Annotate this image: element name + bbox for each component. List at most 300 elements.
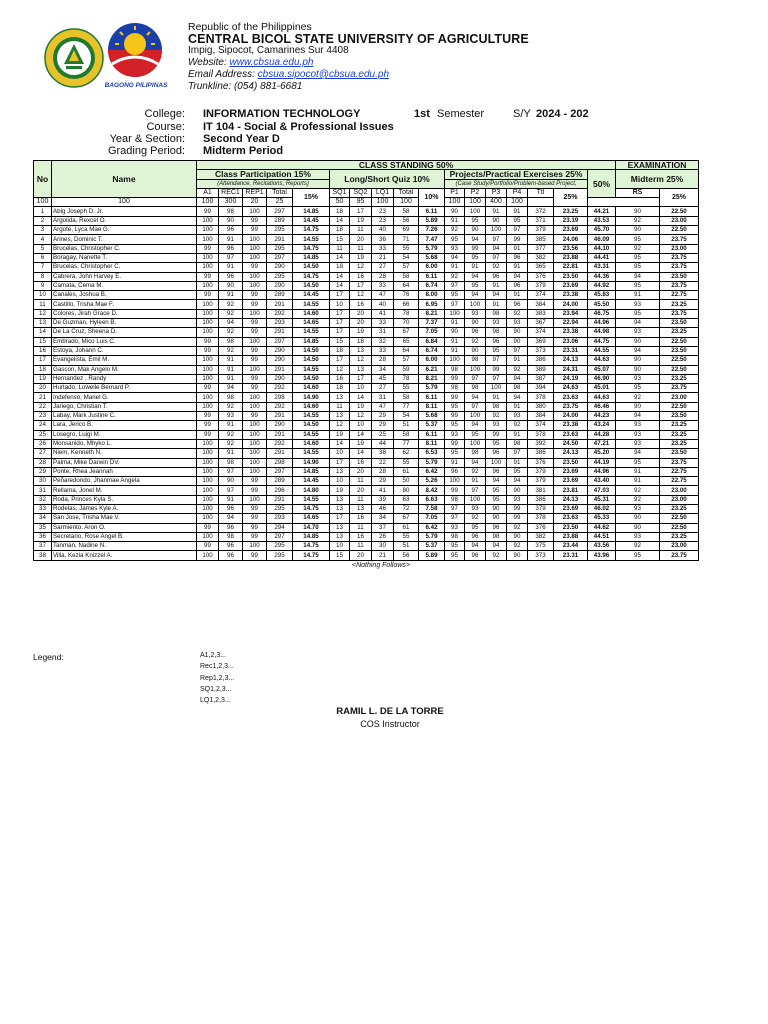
score-cell: 376	[528, 272, 554, 281]
score-cell: 5.79	[419, 244, 445, 253]
student-name: De Guzman, Hyleen B.	[52, 319, 197, 328]
score-cell: 93	[616, 439, 660, 448]
score-cell: 90	[616, 523, 660, 532]
score-cell: 32	[372, 337, 394, 346]
section-value: Second Year D	[203, 133, 280, 145]
score-cell: 6.74	[419, 281, 445, 290]
score-cell: 98	[219, 207, 243, 216]
score-cell: 93	[616, 532, 660, 541]
table-row	[34, 356, 699, 365]
score-cell: 97	[507, 449, 528, 458]
score-cell: 23.19	[554, 216, 588, 225]
student-number: 23	[34, 412, 52, 421]
score-cell: 96	[465, 532, 486, 541]
score-cell: 293	[267, 319, 293, 328]
score-cell: 24.31	[554, 365, 588, 374]
score-cell: 100	[197, 393, 219, 402]
score-cell: 44.62	[588, 523, 616, 532]
score-cell: 91	[445, 216, 465, 225]
section-label: Year & Section:	[109, 133, 185, 145]
score-cell: 297	[267, 207, 293, 216]
score-cell: 44.98	[588, 328, 616, 337]
score-cell: 98	[219, 458, 243, 467]
score-cell: 96	[486, 523, 507, 532]
score-cell: 95	[616, 281, 660, 290]
cbsua-seal-logo	[44, 28, 104, 88]
score-cell: 98	[445, 532, 465, 541]
score-cell: 14	[330, 439, 350, 448]
score-cell: 92	[507, 365, 528, 374]
email-link[interactable]: cbsua.sipocot@cbsua.edu.ph	[257, 68, 390, 80]
student-number: 21	[34, 393, 52, 402]
score-cell: 56	[394, 216, 419, 225]
table-row	[34, 337, 699, 346]
score-cell: 99	[197, 412, 219, 421]
score-cell: 97	[219, 486, 243, 495]
table-row	[34, 244, 699, 253]
score-cell: 23.25	[660, 504, 699, 513]
student-name: Indefenso, Mariel G.	[52, 393, 197, 402]
score-cell: 11	[350, 495, 372, 504]
score-cell: 23.00	[660, 393, 699, 402]
student-number: 8	[34, 272, 52, 281]
score-cell: 44.75	[588, 337, 616, 346]
score-cell: 95	[445, 421, 465, 430]
score-cell: 100	[197, 226, 219, 235]
score-cell: 293	[267, 514, 293, 523]
score-cell: 383	[528, 309, 554, 318]
score-cell: 6.95	[419, 300, 445, 309]
score-cell: 24.50	[554, 439, 588, 448]
score-cell: 96	[219, 244, 243, 253]
score-cell: 30	[372, 542, 394, 551]
score-cell: 92	[219, 430, 243, 439]
score-cell: 38	[372, 449, 394, 458]
score-cell: 23.81	[554, 486, 588, 495]
score-cell: 5.68	[419, 253, 445, 262]
score-cell: 16	[350, 300, 372, 309]
score-cell: 93	[616, 430, 660, 439]
score-cell: 20	[350, 467, 372, 476]
student-name: San Jose, Trisha Mae V.	[52, 514, 197, 523]
score-cell: 97	[486, 374, 507, 383]
score-cell: 15	[330, 551, 350, 560]
score-cell: 24.13	[554, 495, 588, 504]
score-cell: 39	[372, 495, 394, 504]
score-cell: 92	[465, 337, 486, 346]
score-cell: 12	[330, 365, 350, 374]
score-cell: 100	[465, 365, 486, 374]
score-cell: 44.55	[588, 346, 616, 355]
score-cell: 96	[219, 523, 243, 532]
project-column-header: Ttl	[528, 188, 554, 197]
score-cell: 382	[528, 532, 554, 541]
score-cell: 379	[528, 226, 554, 235]
student-name: Embrado, Mico Luis C.	[52, 337, 197, 346]
score-cell: 96	[486, 272, 507, 281]
score-cell: 14.85	[293, 207, 330, 216]
score-cell: 95	[616, 551, 660, 560]
score-cell: 18	[330, 207, 350, 216]
score-cell: 23.25	[660, 439, 699, 448]
score-cell: 6.11	[419, 393, 445, 402]
student-name: Hernandez , Randy	[52, 374, 197, 383]
score-cell: 94	[465, 421, 486, 430]
score-cell: 98	[445, 495, 465, 504]
project-max-score: 100	[445, 198, 465, 207]
score-cell: 55	[394, 384, 419, 393]
score-cell: 95	[465, 430, 486, 439]
score-cell: 58	[394, 393, 419, 402]
score-cell: 47.21	[588, 439, 616, 448]
score-cell: 7.26	[419, 226, 445, 235]
score-cell: 23.25	[660, 374, 699, 383]
score-cell: 100	[197, 495, 219, 504]
score-cell: 291	[267, 430, 293, 439]
score-cell: 23.00	[660, 216, 699, 225]
quiz-column-header: SQ2	[350, 188, 372, 197]
score-cell: 45.70	[588, 226, 616, 235]
score-cell: 99	[243, 346, 267, 355]
score-cell: 100	[243, 402, 267, 411]
score-cell: 14.45	[293, 291, 330, 300]
cp-percent-header: 15%	[293, 188, 330, 207]
score-cell: 14.55	[293, 495, 330, 504]
score-cell: 12	[350, 291, 372, 300]
score-cell: 94	[486, 542, 507, 551]
score-cell: 100	[243, 495, 267, 504]
score-cell: 23.38	[554, 421, 588, 430]
score-cell: 100	[197, 458, 219, 467]
score-cell: 93	[465, 309, 486, 318]
score-cell: 371	[528, 216, 554, 225]
score-cell: 22.50	[660, 337, 699, 346]
score-cell: 99	[197, 272, 219, 281]
score-cell: 99	[243, 477, 267, 486]
score-cell: 99	[197, 430, 219, 439]
score-cell: 93	[616, 374, 660, 383]
student-name: Argote, Lyca Mae G.	[52, 226, 197, 235]
score-cell: 22	[372, 458, 394, 467]
score-cell: 14.75	[293, 504, 330, 513]
letterhead	[188, 22, 529, 92]
score-cell: 19	[330, 486, 350, 495]
score-cell: 291	[267, 449, 293, 458]
score-cell: 92	[219, 328, 243, 337]
score-cell: 23	[372, 207, 394, 216]
score-cell: 374	[528, 328, 554, 337]
student-name: Estoya, Johann C.	[52, 346, 197, 355]
score-cell: 14.70	[293, 523, 330, 532]
student-name: Argolida, Rexcel O.	[52, 216, 197, 225]
student-name: Labay, Mark Justine C.	[52, 412, 197, 421]
score-cell: 23.38	[554, 328, 588, 337]
score-cell: 14.85	[293, 337, 330, 346]
score-cell: 92	[486, 263, 507, 272]
score-cell: 295	[267, 551, 293, 560]
score-cell: 11	[350, 542, 372, 551]
score-cell: 14.75	[293, 542, 330, 551]
score-cell: 16	[330, 374, 350, 383]
score-cell: 14.75	[293, 551, 330, 560]
score-cell: 94	[219, 319, 243, 328]
score-cell: 94	[507, 477, 528, 486]
student-name: Canales, Joshua B.	[52, 291, 197, 300]
table-row	[34, 281, 699, 290]
score-cell: 96	[486, 449, 507, 458]
score-cell: 99	[243, 523, 267, 532]
score-cell: 76	[394, 291, 419, 300]
score-cell: 14.65	[293, 514, 330, 523]
score-cell: 386	[528, 495, 554, 504]
score-cell: 20	[350, 319, 372, 328]
score-cell: 45.83	[588, 291, 616, 300]
score-cell: 13	[330, 467, 350, 476]
score-cell: 96	[219, 226, 243, 235]
score-cell: 22.75	[660, 467, 699, 476]
score-cell: 290	[267, 421, 293, 430]
score-cell: 100	[197, 504, 219, 513]
score-cell: 99	[197, 291, 219, 300]
table-row	[34, 393, 699, 402]
score-cell: 91	[507, 291, 528, 300]
score-cell: 93	[219, 412, 243, 421]
score-cell: 71	[394, 235, 419, 244]
score-cell: 10	[330, 542, 350, 551]
score-cell: 91	[445, 346, 465, 355]
score-cell: 369	[528, 337, 554, 346]
score-cell: 94	[616, 346, 660, 355]
score-cell: 14.55	[293, 430, 330, 439]
score-cell: 100	[197, 439, 219, 448]
score-cell: 91	[445, 319, 465, 328]
table-row	[34, 439, 699, 448]
score-cell: 100	[197, 514, 219, 523]
website-link[interactable]: www.cbsua.edu.ph	[229, 57, 314, 69]
score-cell: 95	[465, 253, 486, 262]
score-cell: 94	[465, 272, 486, 281]
score-cell: 100	[243, 235, 267, 244]
score-cell: 43.40	[588, 477, 616, 486]
score-cell: 16	[350, 458, 372, 467]
rs-column-header: RS	[616, 188, 660, 197]
score-cell: 90	[507, 532, 528, 541]
score-cell: 14.45	[293, 216, 330, 225]
score-cell: 91	[219, 263, 243, 272]
score-cell: 67	[394, 328, 419, 337]
score-cell: 98	[445, 365, 465, 374]
score-cell: 91	[486, 300, 507, 309]
score-cell: 91	[616, 291, 660, 300]
table-row	[34, 551, 699, 560]
table-row	[34, 226, 699, 235]
score-cell: 91	[219, 235, 243, 244]
score-cell: 14.50	[293, 263, 330, 272]
table-row	[34, 467, 699, 476]
score-cell: 14.60	[293, 402, 330, 411]
score-cell: 90	[465, 226, 486, 235]
score-cell: 23.25	[660, 430, 699, 439]
score-cell: 289	[267, 291, 293, 300]
score-cell: 98	[486, 532, 507, 541]
score-cell: 98	[486, 309, 507, 318]
table-row	[34, 319, 699, 328]
student-number: 29	[34, 467, 52, 476]
score-cell: 23.75	[660, 384, 699, 393]
score-cell: 8.21	[419, 374, 445, 383]
score-cell: 99	[507, 235, 528, 244]
score-cell: 100	[243, 467, 267, 476]
score-cell: 98	[465, 449, 486, 458]
table-row	[34, 328, 699, 337]
score-cell: 95	[486, 495, 507, 504]
student-number: 35	[34, 523, 52, 532]
score-cell: 389	[528, 365, 554, 374]
score-cell: 31	[372, 328, 394, 337]
score-cell: 77	[394, 402, 419, 411]
score-cell: 20	[350, 551, 372, 560]
score-cell: 15	[330, 235, 350, 244]
score-cell: 96	[486, 337, 507, 346]
score-cell: 97	[507, 346, 528, 355]
score-cell: 99	[243, 356, 267, 365]
table-row	[34, 421, 699, 430]
score-cell: 23.75	[660, 309, 699, 318]
score-cell: 95	[507, 216, 528, 225]
score-cell: 392	[528, 439, 554, 448]
score-cell: 96	[507, 300, 528, 309]
score-cell: 14.60	[293, 439, 330, 448]
score-cell: 14.75	[293, 226, 330, 235]
project-column-header: P2	[465, 188, 486, 197]
score-cell: 55	[394, 532, 419, 541]
score-cell: 40	[372, 226, 394, 235]
score-cell: 34	[372, 514, 394, 523]
score-cell: 93	[486, 319, 507, 328]
score-cell: 8.11	[419, 402, 445, 411]
score-cell: 95	[616, 253, 660, 262]
score-cell: 93	[465, 504, 486, 513]
legend-list	[200, 650, 234, 706]
score-cell: 94	[465, 458, 486, 467]
score-cell: 98	[507, 439, 528, 448]
fifty-percent-header: 50%	[588, 170, 616, 198]
score-cell: 99	[243, 374, 267, 383]
score-cell: 93	[445, 244, 465, 253]
score-cell: 91	[219, 449, 243, 458]
score-cell: 90	[465, 346, 486, 355]
quiz-max-score: 95	[350, 198, 372, 207]
cp-max-score: 100	[34, 198, 52, 207]
score-cell: 47.03	[588, 486, 616, 495]
score-cell: 6.00	[419, 263, 445, 272]
score-cell: 22.50	[660, 402, 699, 411]
score-cell: 91	[445, 337, 465, 346]
score-cell: 90	[507, 486, 528, 495]
score-cell: 90	[507, 328, 528, 337]
score-cell: 23.50	[660, 412, 699, 421]
score-cell: 94	[616, 449, 660, 458]
score-cell: 91	[507, 356, 528, 365]
score-cell: 90	[219, 477, 243, 486]
score-cell: 93	[507, 495, 528, 504]
score-cell: 15	[330, 337, 350, 346]
score-cell: 90	[445, 207, 465, 216]
midterm-header: Midterm 25%	[616, 170, 699, 189]
score-cell: 91	[445, 458, 465, 467]
score-cell: 19	[350, 402, 372, 411]
score-cell: 99	[197, 523, 219, 532]
score-cell: 90	[616, 514, 660, 523]
score-cell: 291	[267, 328, 293, 337]
score-cell: 100	[197, 532, 219, 541]
score-cell: 100	[243, 458, 267, 467]
score-cell: 98	[219, 532, 243, 541]
score-cell: 98	[486, 328, 507, 337]
student-number: 7	[34, 263, 52, 272]
score-cell: 100	[197, 253, 219, 262]
student-number: 33	[34, 504, 52, 513]
quiz-column-header: Total	[394, 188, 419, 197]
score-cell: 386	[528, 356, 554, 365]
table-row	[34, 263, 699, 272]
score-cell: 6.21	[419, 365, 445, 374]
score-cell: 100	[243, 272, 267, 281]
score-cell: 23.50	[554, 458, 588, 467]
score-cell: 61	[394, 523, 419, 532]
score-cell: 372	[528, 207, 554, 216]
student-name: De La Cruz, Sheena D.	[52, 328, 197, 337]
table-row	[34, 430, 699, 439]
student-name: Monsanido, Mhyko L.	[52, 439, 197, 448]
table-row	[34, 346, 699, 355]
student-number: 13	[34, 319, 52, 328]
score-cell: 58	[394, 207, 419, 216]
score-cell: 23.25	[660, 532, 699, 541]
project-column-header: P4	[507, 188, 528, 197]
score-cell: 295	[267, 244, 293, 253]
score-cell: 14.80	[293, 486, 330, 495]
score-cell: 91	[507, 244, 528, 253]
score-cell: 11	[350, 244, 372, 253]
score-cell: 99	[507, 504, 528, 513]
score-cell: 14	[330, 216, 350, 225]
score-cell: 99	[243, 504, 267, 513]
score-cell: 50	[394, 477, 419, 486]
score-cell: 33	[372, 244, 394, 253]
score-cell: 100	[243, 253, 267, 262]
score-cell: 92	[219, 439, 243, 448]
score-cell: 95	[616, 309, 660, 318]
student-number: 11	[34, 300, 52, 309]
score-cell: 95	[616, 235, 660, 244]
score-cell: 23.50	[554, 523, 588, 532]
score-cell: 20	[350, 486, 372, 495]
score-cell: 26	[372, 532, 394, 541]
score-cell: 100	[243, 281, 267, 290]
table-row	[34, 272, 699, 281]
score-cell: 385	[528, 235, 554, 244]
score-cell: 17	[330, 356, 350, 365]
score-cell: 5.37	[419, 542, 445, 551]
legend-item: SQ1,2,3...	[200, 685, 232, 693]
score-cell: 45.20	[588, 449, 616, 458]
student-number: 36	[34, 532, 52, 541]
score-cell: 100	[445, 356, 465, 365]
score-cell: 94	[465, 542, 486, 551]
score-cell: 17	[350, 374, 372, 383]
score-cell: 66	[394, 300, 419, 309]
